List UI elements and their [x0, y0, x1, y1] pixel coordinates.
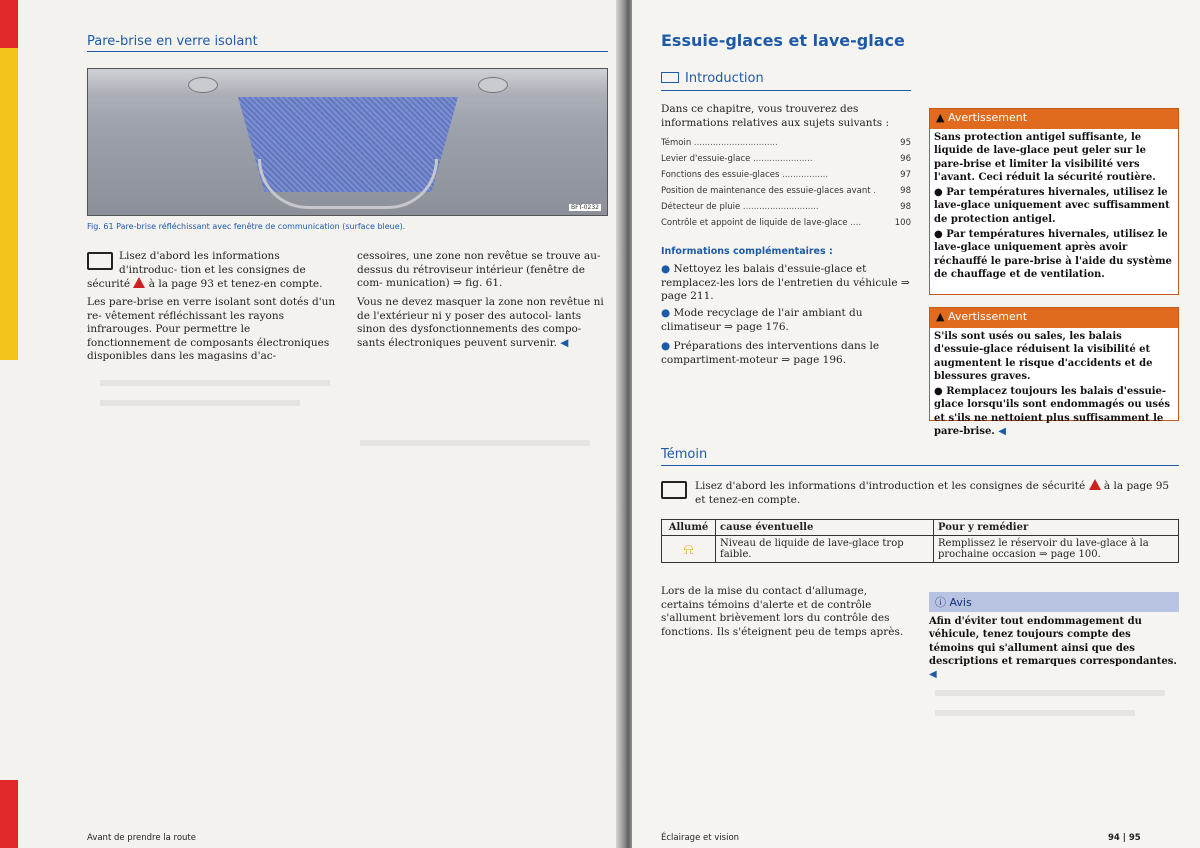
- toc-row: Contrôle et appoint de liquide de lave-glace .... 100: [661, 218, 911, 228]
- warning-bullet: ● Par températures hivernales, utilisez le lave-glace uniquement après avoir réchauffé le pare-brise à l'aide du système de chauffage et de ventilation.: [934, 229, 1172, 280]
- notice-head-text: Avis: [949, 596, 972, 609]
- figure-caption: Fig. 61 Pare-brise réfléchissant avec fenêtre de communication (surface bleue).: [87, 222, 406, 231]
- temoin-title: Témoin: [661, 447, 708, 462]
- info-item: ● Nettoyez les balais d'essuie-glace et remplacez-les lors de l'entretien du véhicule ⇒ page 211.: [661, 263, 910, 303]
- warning-bullet-text: Remplacez toujours les balais d'essuie-glace lorsqu'ils sont endommagés ou usés et s'ils ne nettoient plus suffisamment le pare-brise.: [934, 386, 1170, 438]
- intro-text-end: à la page 93 et tenez-en compte.: [148, 278, 323, 291]
- bleed-through: [360, 440, 590, 446]
- indicator-table: [661, 519, 1179, 563]
- chapter-tab-yellow: [0, 0, 18, 360]
- warning-triangle-icon: [133, 277, 145, 288]
- warning-bullet-text: Par températures hivernales, utilisez le lave-glace uniquement avec suffisamment de protection antigel.: [934, 187, 1170, 225]
- table-row: [662, 536, 1179, 563]
- info-item-text: Mode recyclage de l'air ambiant du climatiseur ⇒ page 176.: [661, 307, 863, 333]
- toc-page: 100: [894, 218, 911, 228]
- toc-label: Fonctions des essuie-glaces: [661, 170, 780, 180]
- chapter-tab-red-bottom: [0, 780, 18, 848]
- title-rule: [87, 51, 608, 52]
- bleed-through: [100, 380, 330, 386]
- left-col1-paragraph: Les pare-brise en verre isolant sont dotés d'un re- vêtement réfléchissant les rayons infrarouges. Pour permettre le fonctionnement de composants électroniques disponibles dans les magasins d'ac-: [87, 296, 336, 363]
- remedy-cell: Remplissez le réservoir du lave-glace à la prochaine occasion ⇒ page 100.: [934, 536, 1179, 563]
- toc-label: Levier d'essuie-glace: [661, 154, 751, 164]
- roof-lining: [88, 69, 607, 97]
- chapter-tab-red-top: [0, 0, 18, 48]
- temoin-intro-text: Lisez d'abord les informations d'introduction et les consignes de sécurité: [695, 480, 1086, 492]
- sunvisor-clip-right: [478, 77, 508, 93]
- warning-box-wipers: [929, 307, 1179, 438]
- info-item-text: Préparations des interventions dans le compartiment-moteur ⇒ page 196.: [661, 340, 880, 366]
- toc-label: Détecteur de pluie: [661, 202, 741, 212]
- toc-row: Détecteur de pluie ............................ 98: [661, 202, 911, 212]
- cause-cell: Niveau de liquide de lave-glace trop faible.: [716, 536, 934, 563]
- warning-header: [930, 109, 1178, 129]
- rearview-mirror: [258, 159, 438, 209]
- sunvisor-clip-left: [188, 77, 218, 93]
- warning-box-antifreeze: [929, 108, 1179, 295]
- warning-paragraph: S'ils sont usés ou sales, les balais d'essuie-glace réduisent la visibilité et augmentent le risque d'accidents et de blessures graves.: [934, 331, 1153, 382]
- section-title: Pare-brise en verre isolant: [87, 34, 258, 49]
- warning-head-text: Avertissement: [947, 111, 1028, 124]
- intro-text: Dans ce chapitre, vous trouverez des informations relatives aux sujets suivants :: [661, 103, 890, 129]
- page-numbers: 94 | 95: [1108, 833, 1141, 843]
- info-item: ● Préparations des interventions dans le compartiment-moteur ⇒ page 196.: [661, 340, 880, 366]
- book-icon: [661, 481, 687, 499]
- warning-bullet: ● Remplacez toujours les balais d'essuie-glace lorsqu'ils sont endommagés ou usés et s'ils ne nettoient plus suffisamment le pare-brise. ◀: [934, 386, 1170, 438]
- warning-triangle-icon: ▲: [936, 310, 945, 323]
- toc-label: Témoin: [661, 138, 692, 148]
- left-col2-paragraph1: cessoires, une zone non revêtue se trouve au- dessus du rétroviseur intérieur (fenêtre de com- munication) ⇒ fig. 61.: [357, 250, 601, 290]
- warning-head-text: Avertissement: [947, 310, 1028, 323]
- col-header-cause: cause éventuelle: [716, 520, 934, 536]
- warning-paragraph: Sans protection antigel suffisante, le liquide de lave-glace peut geler sur le pare-brise et limiter la visibilité vers l'avant. Ceci réduit la sécurité routière.: [934, 132, 1156, 183]
- toc-row: Fonctions des essuie-glaces ................. 97: [661, 170, 911, 180]
- toc-page: 98: [900, 202, 911, 212]
- washer-fluid-icon: ⍾: [662, 536, 716, 563]
- table-header-row: [662, 520, 1179, 536]
- temoin-rule: [661, 465, 1179, 466]
- info-circle-icon: ⓘ: [935, 596, 946, 609]
- right-footer: Éclairage et vision: [661, 833, 740, 843]
- toc-row: Témoin ............................... 95: [661, 138, 911, 148]
- bleed-through: [935, 690, 1165, 696]
- info-title: Informations complémentaires :: [661, 246, 833, 257]
- intro-title: Introduction: [685, 71, 764, 86]
- bleed-through: [935, 710, 1135, 716]
- toc-page: 96: [900, 154, 911, 164]
- toc-page: 98: [900, 186, 911, 196]
- notice-body: [929, 612, 1179, 684]
- toc-label: Position de maintenance des essuie-glaces avant: [661, 186, 871, 196]
- warning-body: [930, 129, 1178, 285]
- notice-text: Afin d'éviter tout endommagement du véhicule, tenez toujours compte des témoins qui s'allument ainsi que des descriptions et remarques correspondantes.: [929, 616, 1177, 667]
- book-icon: [661, 72, 679, 83]
- col-header-lit: Allumé: [662, 520, 716, 536]
- warning-bullet: ● Par températures hivernales, utilisez le lave-glace uniquement avec suffisamment de protection antigel.: [934, 187, 1170, 225]
- notice-box: [929, 592, 1179, 684]
- warning-triangle-icon: [1089, 479, 1101, 490]
- bottom-paragraph: Lors de la mise du contact d'allumage, certains témoins d'alerte et de contrôle s'allument brièvement lors du contrôle des fonctions. Ils s'éteignent peu de temps après.: [661, 585, 904, 638]
- left-footer: Avant de prendre la route: [87, 833, 196, 843]
- temoin-intro: [661, 479, 1179, 507]
- warning-body: [930, 328, 1178, 442]
- warning-triangle-icon: ▲: [936, 111, 945, 124]
- col2-p2-text: Vous ne devez masquer la zone non revêtue ni de l'extérieur ni y poser des autocol- lants sinon des dysfonctionnements des compo- sants électroniques peuvent survenir.: [357, 296, 604, 349]
- windshield-figure: [87, 68, 608, 216]
- warning-bullet-text: Par températures hivernales, utilisez le lave-glace uniquement après avoir réchauffé le pare-brise à l'aide du système de chauffage et de ventilation.: [934, 229, 1172, 280]
- toc-page: 97: [900, 170, 911, 180]
- toc-row: Levier d'essuie-glace ...................... 96: [661, 154, 911, 164]
- toc-label: Contrôle et appoint de liquide de lave-glace: [661, 218, 848, 228]
- chapter-title: Essuie-glaces et lave-glace: [661, 31, 905, 50]
- warning-header: [930, 308, 1178, 328]
- toc-row: Position de maintenance des essuie-glaces avant . 98: [661, 186, 911, 196]
- book-icon: [87, 252, 113, 270]
- notice-header: [929, 592, 1179, 612]
- end-marker-icon: ◀: [998, 426, 1006, 438]
- bleed-through: [100, 400, 300, 406]
- col-header-remedy: Pour y remédier: [934, 520, 1179, 536]
- temoin-intro-end: à la page 95 et tenez-en compte.: [695, 480, 1170, 506]
- info-item-text: Nettoyez les balais d'essuie-glace et remplacez-les lors de l'entretien du véhicule ⇒ page 211.: [661, 263, 910, 303]
- intro-text: Lisez d'abord les informations d'introduc- tion et les consignes de sécurité: [87, 250, 306, 291]
- toc-page: 95: [900, 138, 911, 148]
- left-col2-paragraph2: [357, 296, 607, 350]
- figure-id: BFT-0232: [570, 204, 599, 211]
- info-item: ● Mode recyclage de l'air ambiant du climatiseur ⇒ page 176.: [661, 307, 863, 333]
- intro-rule: [661, 90, 911, 91]
- end-marker-icon: ◀: [560, 336, 569, 349]
- end-marker-icon: ◀: [929, 669, 937, 681]
- intro-heading: [661, 71, 764, 86]
- left-col1-intro: [87, 250, 337, 292]
